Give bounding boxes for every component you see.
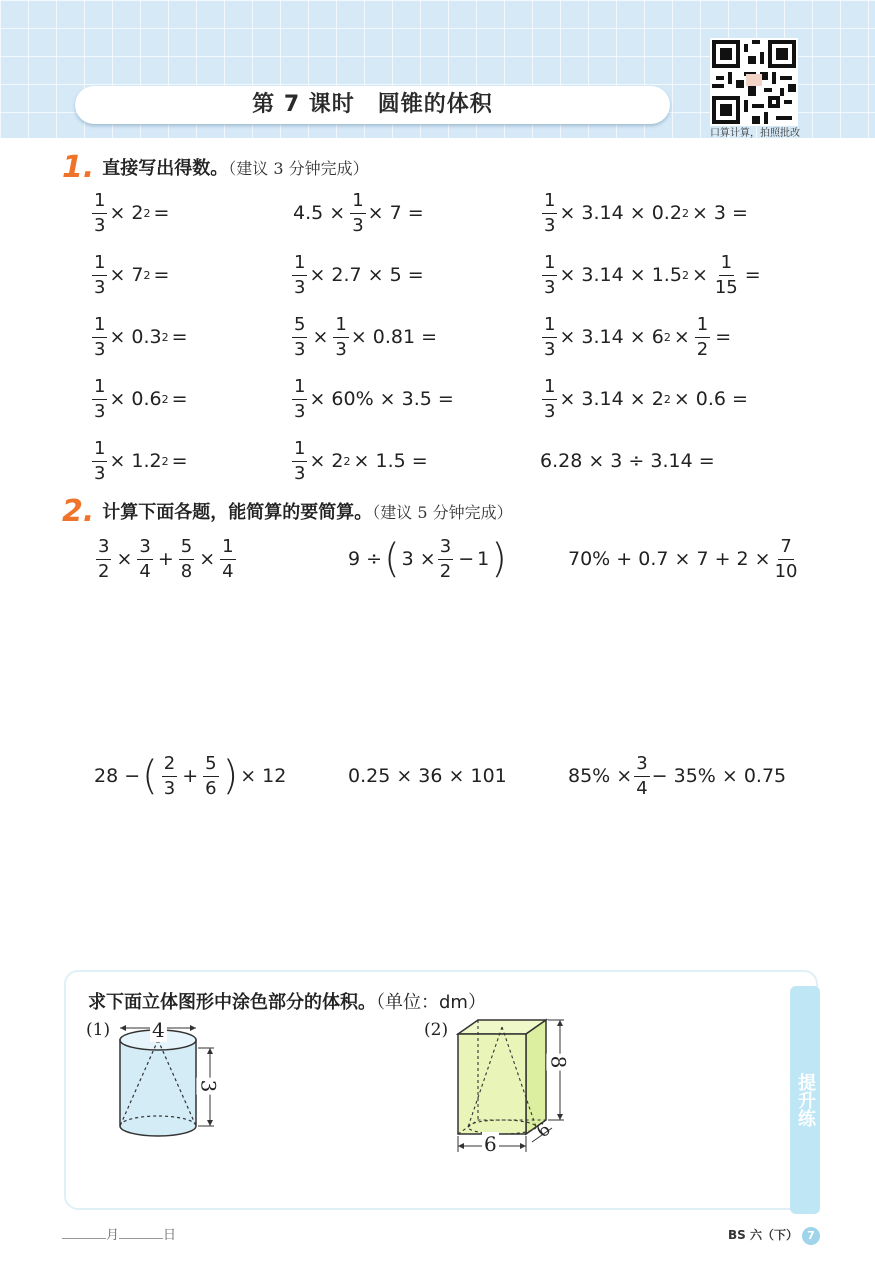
q2-c: 70% + 0.7 × 7 + 2 × $\frac{7}{10}$ bbox=[568, 535, 798, 582]
month-label: 月 bbox=[106, 1228, 120, 1243]
section1-heading bbox=[62, 150, 369, 185]
figure2-height-dim: 8 bbox=[546, 1055, 571, 1069]
fraction: $\frac{1}{3}$ bbox=[294, 437, 306, 484]
figure2-label: (2) bbox=[424, 1020, 449, 1040]
q1-r5c3: 6.28 × 3 ÷ 3.14 = bbox=[540, 450, 715, 472]
fraction: $\frac{1}{3}$ bbox=[335, 313, 347, 360]
fraction: $\frac{3}{4}$ bbox=[636, 752, 648, 799]
figure2-width-dim: 6 bbox=[484, 1132, 497, 1156]
fraction: $\frac{3}{4}$ bbox=[139, 535, 151, 582]
page-footer bbox=[728, 1226, 820, 1245]
qr-code-icon[interactable] bbox=[710, 38, 798, 126]
q1-r3c3: $\frac{1}{3}$ × 3.14 × 6 2 × $\frac{1}{2}$ = bbox=[544, 313, 732, 360]
fraction: $\frac{1}{3}$ bbox=[94, 313, 106, 360]
day-label: 日 bbox=[163, 1228, 177, 1243]
figure2-prism-cone bbox=[446, 1014, 586, 1160]
fraction: $\frac{1}{2}$ bbox=[696, 313, 709, 360]
fraction: $\frac{7}{10}$ bbox=[774, 535, 798, 582]
prism-shape bbox=[458, 1020, 546, 1134]
fraction: $\frac{1}{3}$ bbox=[94, 375, 106, 422]
section2-title: 计算下面各题，能简算的要简算。 bbox=[102, 502, 373, 523]
q1-r4c3: $\frac{1}{3}$ × 3.14 × 2 2 × 0.6 = bbox=[544, 375, 748, 422]
fraction: $\frac{1}{3}$ bbox=[94, 437, 106, 484]
fraction: $\frac{1}{15}$ bbox=[714, 251, 738, 298]
q2-a: $\frac{3}{2}$ × $\frac{3}{4}$ + $\frac{5}{8}$ × $\frac{1}{4}$ bbox=[98, 535, 234, 582]
fraction: $\frac{3}{2}$ bbox=[439, 535, 452, 582]
q2-f: 85% × $\frac{3}{4}$ − 35% × 0.75 bbox=[568, 752, 787, 799]
figure2-depth-dim: 6 bbox=[532, 1118, 555, 1143]
q1-r2c1: $\frac{1}{3}$ × 7 2 = bbox=[94, 251, 170, 298]
section2-number: 2. bbox=[62, 494, 95, 529]
figure1-top-dim: 4 bbox=[152, 1018, 165, 1042]
fraction: 2 3 bbox=[163, 752, 176, 799]
q1-r5c2: $\frac{1}{3}$ × 2 2 × 1.5 = bbox=[294, 437, 428, 484]
fraction: $\frac{3}{2}$ bbox=[98, 535, 110, 582]
fraction: $\frac{1}{3}$ bbox=[94, 189, 106, 236]
fraction: $\frac{1}{4}$ bbox=[222, 535, 234, 582]
q2-b: 9 ÷ ( 3 × $\frac{3}{2}$ − 1 ) bbox=[348, 535, 507, 582]
q1-r4c2: $\frac{1}{3}$ × 60% × 3.5 = bbox=[294, 375, 454, 422]
fraction: $\frac{1}{3}$ bbox=[544, 313, 556, 360]
q1-r5c1: $\frac{1}{3}$ × 1.2 2 = bbox=[94, 437, 188, 484]
fraction: $\frac{1}{3}$ bbox=[94, 251, 106, 298]
figure1-label: (1) bbox=[86, 1020, 111, 1040]
fraction: $\frac{5}{3}$ bbox=[294, 313, 306, 360]
page-number: 7 bbox=[802, 1227, 820, 1245]
q1-r3c2: $\frac{5}{3}$ × $\frac{1}{3}$ × 0.81 = bbox=[294, 313, 438, 360]
panel-title: 求下面立体图形中涂色部分的体积。（单位：dm） bbox=[88, 992, 486, 1013]
section1-title: 直接写出得数。 bbox=[102, 158, 229, 179]
lesson-title bbox=[75, 86, 670, 124]
q1-r1c3: $\frac{1}{3}$ × 3.14 × 0.2 2 × 3 = bbox=[544, 189, 748, 236]
fraction: $\frac{1}{3}$ bbox=[544, 251, 556, 298]
q1-r4c1: $\frac{1}{3}$ × 0.6 2 = bbox=[94, 375, 188, 422]
section2-hint: （建议 5 分钟完成） bbox=[372, 503, 513, 522]
q1-r2c3: $\frac{1}{3}$ × 3.14 × 1.5 2 × $\frac{1}{15}$ = bbox=[544, 251, 761, 298]
cylinder-shape bbox=[120, 1030, 196, 1136]
extension-tab: 提升练 bbox=[790, 986, 820, 1214]
date-line[interactable] bbox=[62, 1224, 176, 1243]
q1-r3c1: $\frac{1}{3}$ × 0.3 2 = bbox=[94, 313, 188, 360]
fraction: $\frac{1}{3}$ bbox=[294, 251, 306, 298]
fraction: $\frac{5}{8}$ bbox=[180, 535, 193, 582]
edition-label: BS 六（下） bbox=[728, 1228, 798, 1242]
qr-code-graphic bbox=[712, 40, 796, 124]
q1-r2c2: $\frac{1}{3}$ × 2.7 × 5 = bbox=[294, 251, 424, 298]
fraction: $\frac{1}{3}$ bbox=[294, 375, 306, 422]
q2-d: 28 − ( 2 3 + $\frac{5}{6}$ ) × 12 bbox=[94, 752, 287, 799]
section1-hint: （建议 3 分钟完成） bbox=[228, 159, 369, 178]
lesson-title-text: 第 7 课时 圆锥的体积 bbox=[252, 92, 493, 117]
fraction: $\frac{1}{3}$ bbox=[544, 375, 556, 422]
q1-r1c2: 4.5 × $\frac{1}{3}$ × 7 = bbox=[293, 189, 424, 236]
figure1-height-dim: 3 bbox=[196, 1079, 221, 1093]
fraction: $\frac{5}{6}$ bbox=[205, 752, 217, 799]
section1-number: 1. bbox=[62, 150, 95, 185]
q1-r1c1: $\frac{1}{3}$ × 2 2 = bbox=[94, 189, 170, 236]
fraction: $\frac{1}{3}$ bbox=[352, 189, 364, 236]
section2-heading bbox=[62, 494, 513, 529]
q2-e: 0.25 × 36 × 101 bbox=[348, 765, 507, 787]
fraction: $\frac{1}{3}$ bbox=[544, 189, 556, 236]
qr-caption: 口算计算，拍照批改 bbox=[710, 128, 800, 139]
